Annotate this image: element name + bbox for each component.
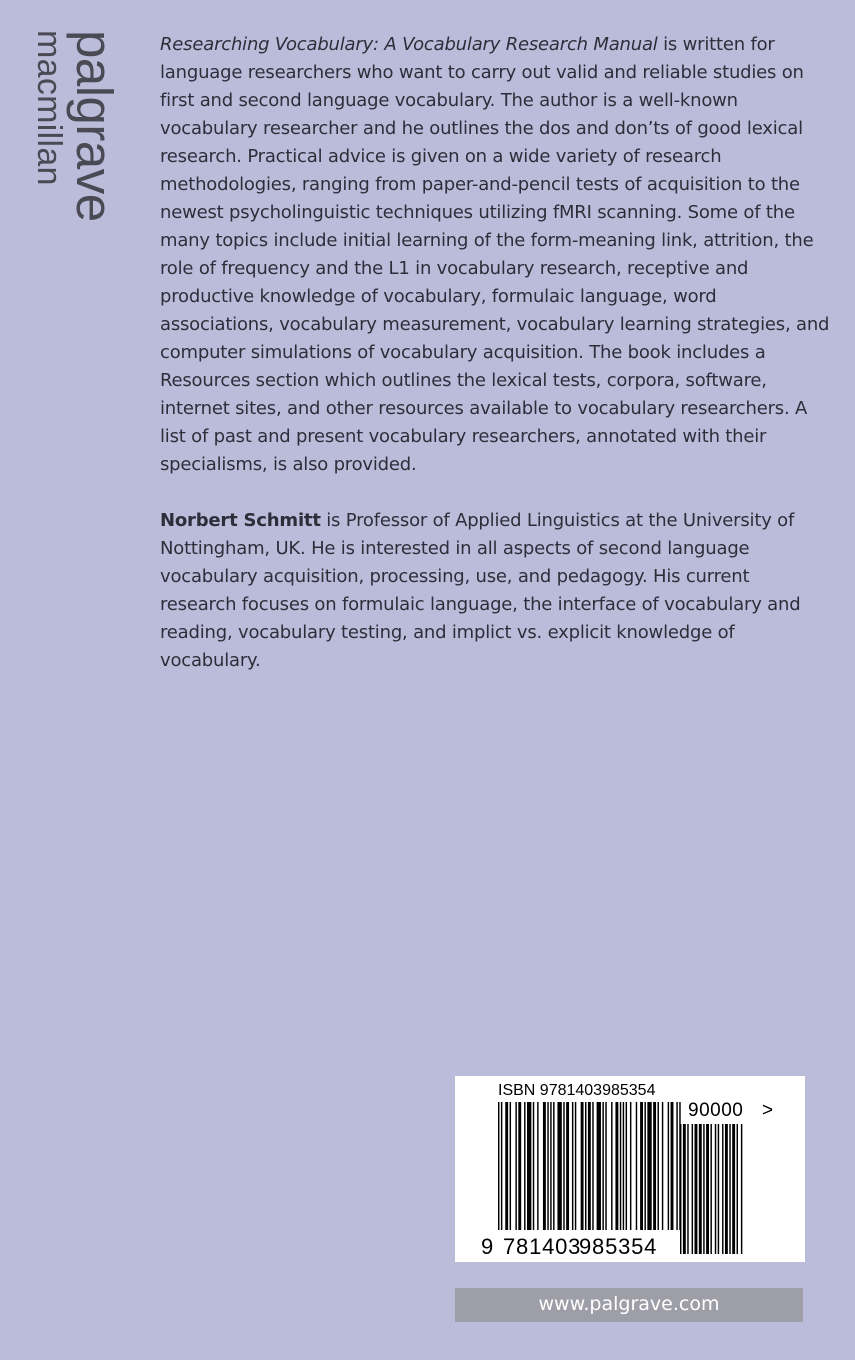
- barcode-main-stripe: [640, 1102, 643, 1230]
- author-bio: [160, 507, 830, 675]
- barcode-main-stripe: [501, 1102, 502, 1230]
- barcode-main-stripe: [572, 1102, 573, 1230]
- barcode-addon-stripe: [680, 1124, 681, 1254]
- publisher-logo: [30, 30, 123, 235]
- barcode-main-stripe: [505, 1102, 508, 1230]
- barcode-addon-stripe: [722, 1124, 723, 1254]
- barcode-digit-group-2: 985354: [579, 1234, 658, 1259]
- price-code: 90000: [688, 1100, 744, 1121]
- barcode-main-stripe: [636, 1102, 637, 1230]
- publisher-url: www.palgrave.com: [455, 1288, 803, 1322]
- barcode-main-stripe: [553, 1102, 554, 1230]
- barcode-main-stripe: [524, 1102, 525, 1230]
- barcode-main-stripe: [611, 1102, 612, 1230]
- barcode-main-stripe: [550, 1102, 551, 1230]
- barcode-main-stripe: [671, 1102, 674, 1230]
- barcode-main-stripe: [498, 1102, 499, 1230]
- barcode-main-stripe: [615, 1102, 618, 1230]
- barcode-main-stripe: [644, 1102, 645, 1230]
- barcode-main-stripe: [647, 1102, 651, 1230]
- barcode-main-stripe: [597, 1102, 601, 1230]
- barcode-addon-stripe: [718, 1124, 719, 1254]
- barcode-addon-stripe: [703, 1124, 704, 1254]
- barcode-main-stripe: [653, 1102, 656, 1230]
- barcode-addon-stripe: [741, 1124, 742, 1254]
- barcode-main-stripe: [623, 1102, 624, 1230]
- barcode-addon-stripe: [710, 1124, 711, 1254]
- barcode-main-stripe: [676, 1102, 677, 1230]
- author-name: Norbert Schmitt: [160, 510, 321, 531]
- barcode-addon-stripe: [695, 1124, 698, 1254]
- barcode-main-stripe: [563, 1102, 564, 1230]
- barcode-main-stripe: [527, 1102, 531, 1230]
- barcode-main-stripe: [537, 1102, 538, 1230]
- barcode-main-stripe: [630, 1102, 631, 1230]
- logo-macmillan: macmillan: [30, 30, 68, 186]
- barcode-addon-stripe: [715, 1124, 716, 1254]
- barcode-main-stripe: [585, 1102, 586, 1230]
- barcode-addon-stripe: [725, 1124, 728, 1254]
- barcode-addon-stripe: [737, 1124, 738, 1254]
- barcode-addon-stripe: [706, 1124, 709, 1254]
- barcode-main-stripe: [515, 1102, 516, 1230]
- barcode-addon-stripe: [699, 1124, 702, 1254]
- barcode-main-stripe: [547, 1102, 548, 1230]
- barcode-main-stripe: [543, 1102, 546, 1230]
- barcode-main-stripe: [566, 1102, 569, 1230]
- barcode-main-stripe: [575, 1102, 576, 1230]
- book-description-text: is written for language researchers who want to carry out valid and reliable studies on first and second language vocabulary. The author is a well-known vocabulary researcher and he outlines the dos and don’ts of good lexical research. Practical advice is given on a wide variety of research methodologies, ranging from paper-and-pencil tests of acquisition to the newest psycholinguistic techniques utilizing fMRI scanning. Some of the many topics include initial learning of the form-meaning link, attrition, the role of frequency and the L1 in vocabulary research, receptive and productive knowledge of vocabulary, formulaic language, word associations, vocabulary measurement, vocabulary learning strategies, and computer simulations of vocabulary acquisition. The book includes a Resources section which outlines the lexical tests, corpora, software, internet sites, and other resources available to vocabulary researchers. A list of past and present vocabulary researchers, annotated with their specialisms, is also provided.: [160, 34, 830, 475]
- barcode-main-stripe: [588, 1102, 591, 1230]
- barcode-addon-stripe: [687, 1124, 688, 1254]
- book-title: Researching Vocabulary: A Vocabulary Research Manual: [160, 34, 658, 55]
- book-description: [160, 31, 830, 479]
- barcode-main-stripe: [662, 1102, 663, 1230]
- barcode-main-stripe: [620, 1102, 621, 1230]
- barcode-main-stripe: [533, 1102, 534, 1230]
- barcode-main-stripe: [592, 1102, 593, 1230]
- barcode-digit-lead: 9: [481, 1234, 495, 1259]
- barcode-addon-stripe: [729, 1124, 730, 1254]
- isbn-label: ISBN 9781403985354: [498, 1082, 656, 1099]
- barcode-addon-stripe: [692, 1124, 693, 1254]
- barcode-addon-stripe: [732, 1124, 735, 1254]
- barcode-addon-stripe: [683, 1124, 686, 1254]
- barcode-main-stripe: [626, 1102, 627, 1230]
- barcode-main-stripe: [668, 1102, 669, 1230]
- barcode-main-stripe: [605, 1102, 606, 1230]
- author-bio-text: is Professor of Applied Linguistics at the University of Nottingham, UK. He is interested in all aspects of second language vocabulary acquisition, processing, use, and pedagogy. His current research focuses on formulaic language, the interface of vocabulary and reading, vocabulary testing, and implict vs. explicit knowledge of vocabulary.: [160, 510, 801, 671]
- barcode-digit-group-1: 781403: [503, 1234, 582, 1259]
- barcode-main-stripe: [510, 1102, 511, 1230]
- barcode-main-stripe: [581, 1102, 584, 1230]
- barcode-main-stripe: [557, 1102, 561, 1230]
- barcode-main-stripe: [602, 1102, 603, 1230]
- price-arrow: >: [762, 1100, 774, 1121]
- barcode-main-stripe: [658, 1102, 659, 1230]
- isbn-barcode: [455, 1076, 805, 1262]
- logo-palgrave: palgrave: [66, 30, 123, 222]
- barcode-main-stripe: [518, 1102, 521, 1230]
